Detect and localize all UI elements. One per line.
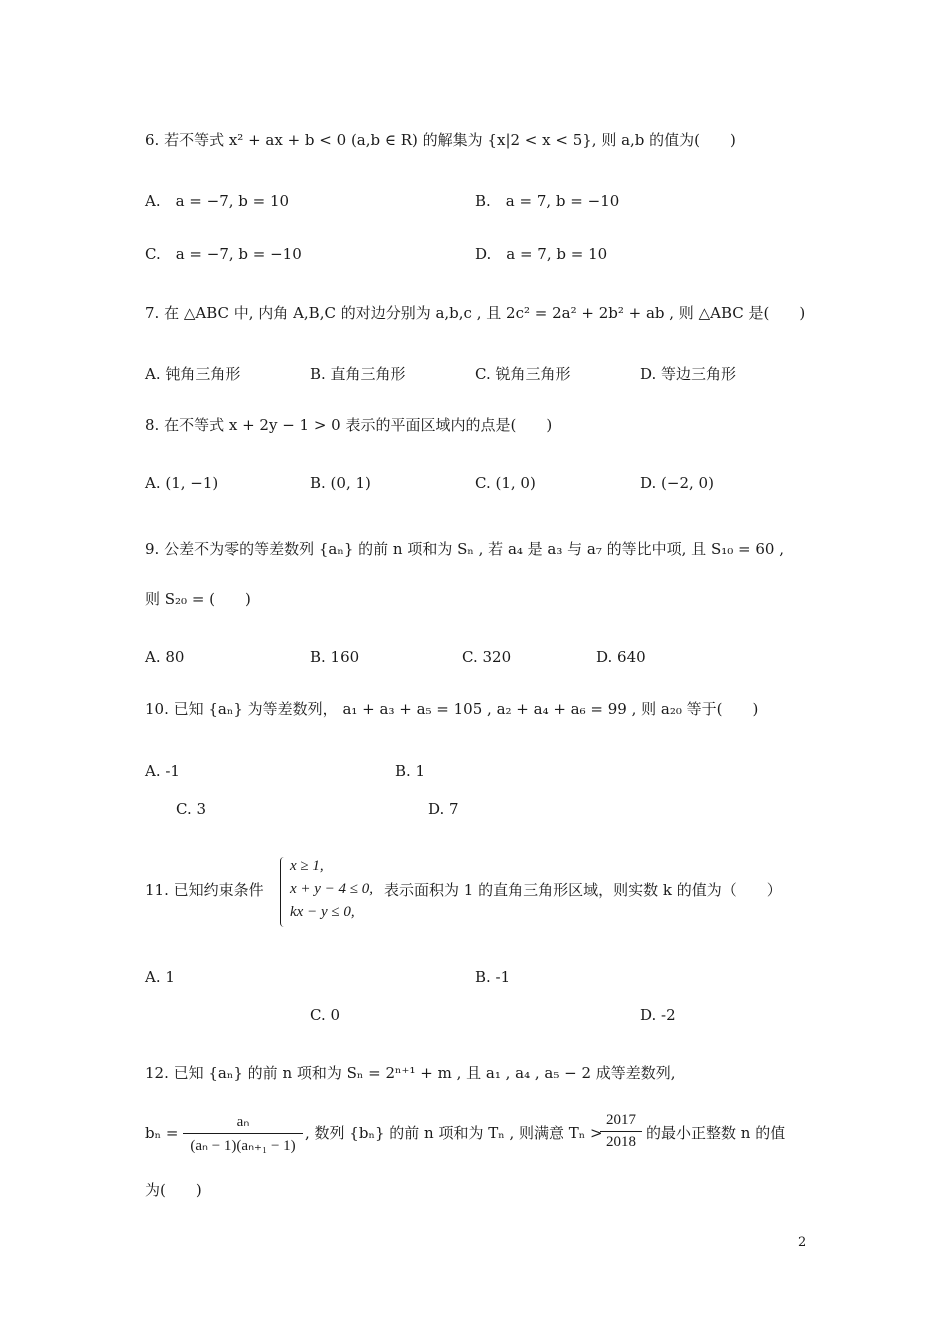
q8-stem: 8. 在不等式 x + 2y − 1 > 0 表示的平面区域内的点是( )	[145, 416, 553, 434]
q12-stem: 12. 已知 {aₙ} 的前 n 项和为 Sₙ = 2ⁿ⁺¹ + m , 且 a₁ , a₄ , a₅ − 2 成等差数列,	[145, 1064, 676, 1082]
q6-option-c: C. a = −7, b = −10	[145, 245, 302, 263]
q9-stem-continued: 则 S₂₀ = ( )	[145, 590, 251, 608]
q6-option-a: A. a = −7, b = 10	[145, 192, 290, 210]
q11-option-b: B. -1	[475, 968, 511, 986]
q12-fraction2-bar	[600, 1131, 642, 1132]
q10-option-b: B. 1	[395, 762, 426, 780]
q7-stem: 7. 在 △ABC 中, 内角 A,B,C 的对边分别为 a,b,c , 且 2c² = 2a² + 2b² + ab , 则 △ABC 是( )	[145, 304, 806, 322]
q10-option-d: D. 7	[428, 800, 459, 818]
q6-option-b: B. a = 7, b = −10	[475, 192, 620, 210]
q11-option-d: D. -2	[640, 1006, 676, 1024]
q11-condition-1: x ≥ 1,	[290, 858, 324, 874]
q11-condition-2: x + y − 4 ≤ 0,	[290, 881, 374, 897]
q12-stem-end: 的最小正整数 n 的值	[646, 1124, 786, 1142]
q11-condition-3: kx − y ≤ 0,	[290, 904, 355, 920]
q6-option-d: D. a = 7, b = 10	[475, 245, 608, 263]
q9-option-d: D. 640	[596, 648, 646, 666]
q11-stem-right: 表示面积为 1 的直角三角形区域，则实数 k 的值为（ ）	[384, 881, 782, 899]
q7-option-b: B. 直角三角形	[310, 365, 406, 383]
q7-option-d: D. 等边三角形	[640, 365, 737, 383]
q7-option-c: C. 锐角三角形	[475, 365, 571, 383]
page-number: 2	[798, 1235, 807, 1250]
q10-stem: 10. 已知 {aₙ} 为等差数列， a₁ + a₃ + a₅ = 105 , a₂ + a₄ + a₆ = 99 , 则 a₂₀ 等于( )	[145, 700, 759, 718]
q12-bn-fraction	[183, 1112, 303, 1155]
q8-option-d: D. (−2, 0)	[640, 474, 714, 492]
q11-option-a: A. 1	[145, 968, 175, 986]
q8-option-a: A. (1, −1)	[145, 474, 219, 492]
q6-stem: 6. 若不等式 x² + ax + b < 0 (a,b ∈ R) 的解集为 {x|2 < x < 5}, 则 a,b 的值为( )	[145, 131, 736, 149]
q11-stem-left: 11. 已知约束条件	[145, 881, 264, 899]
q12-bn-left: bₙ =	[145, 1124, 179, 1142]
q12-fraction-denominator: (aₙ − 1)(aₙ₊₁ − 1)	[190, 1138, 296, 1154]
q12-fraction-numerator: aₙ	[236, 1114, 250, 1130]
q12-stem-final: 为( )	[145, 1181, 202, 1199]
q8-option-c: C. (1, 0)	[475, 474, 536, 492]
q11-option-c: C. 0	[310, 1006, 341, 1024]
q8-option-b: B. (0, 1)	[310, 474, 371, 492]
q11-brace	[280, 857, 287, 927]
q12-fraction-bar	[183, 1133, 303, 1134]
q10-option-c: C. 3	[176, 800, 207, 818]
q12-stem-mid: , 数列 {bₙ} 的前 n 项和为 Tₙ , 则满意 Tₙ >	[305, 1124, 603, 1142]
q7-option-a: A. 钝角三角形	[145, 365, 241, 383]
q9-stem: 9. 公差不为零的等差数列 {aₙ} 的前 n 项和为 Sₙ , 若 a₄ 是 a₃ 与 a₇ 的等比中项, 且 S₁₀ = 60 ,	[145, 540, 784, 558]
q12-fraction2-numerator: 2017	[606, 1112, 636, 1128]
q9-option-a: A. 80	[145, 648, 185, 666]
q12-tn-fraction	[600, 1112, 642, 1151]
q9-option-b: B. 160	[310, 648, 360, 666]
q10-option-a: A. -1	[145, 762, 180, 780]
q9-option-c: C. 320	[462, 648, 512, 666]
q12-fraction2-denominator: 2018	[606, 1134, 636, 1150]
